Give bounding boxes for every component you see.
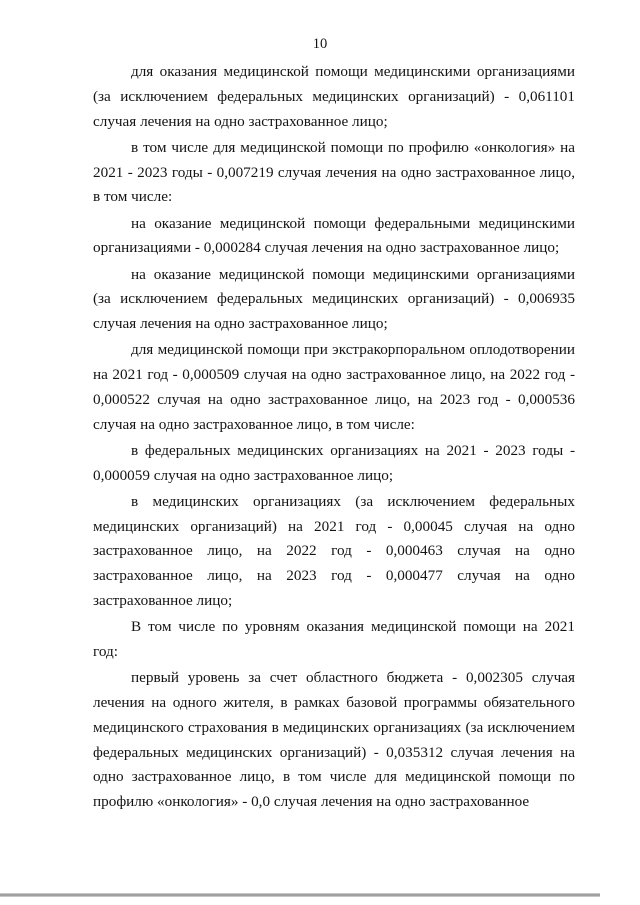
paragraph: первый уровень за счет областного бюджета - 0,002305 случая лечения на одного жителя, в рамках базовой программы обязательного медицинского страхования в медицинских организациях (за исключением федеральных медицинских организаций) - 0,035312 случая лечения на одно застрахованное лицо, в том числе для медицинской помощи по профилю «онкология» - 0,0 случая лечения на одно застрахованное (93, 669, 575, 811)
paragraph: В том числе по уровням оказания медицинской помощи на 2021 год: (93, 618, 575, 661)
paragraph: на оказание медицинской помощи медицинскими организациями (за исключением федеральных медицинских организаций) - 0,006935 случая лечения на одно застрахованное лицо; (93, 265, 575, 333)
paragraph: в медицинских организациях (за исключением федеральных медицинских организаций) на 2021 год - 0,00045 случая на одно застрахованное лицо, на 2022 год - 0,000463 случая на одно застрахованное лицо, на 2023 год - 0,000477 случая на одно застрахованное лицо; (93, 492, 575, 610)
scan-bottom-edge (0, 893, 600, 897)
paragraph: на оказание медицинской помощи федеральными медицинскими организациями - 0,000284 случая лечения на одно застрахованное лицо; (93, 214, 575, 257)
paragraph: в федеральных медицинских организациях на 2021 - 2023 годы - 0,000059 случая на одно застрахованное лицо; (93, 441, 575, 484)
document-body (93, 60, 575, 816)
paragraph: для медицинской помощи при экстракорпоральном оплодотворении на 2021 год - 0,000509 случая на одно застрахованное лицо, на 2022 год - 0,000522 случая на одно застрахованное лицо, на 2023 год - 0,000536 случая на одно застрахованное лицо, в том числе: (93, 341, 575, 433)
page-number: 10 (312, 36, 328, 52)
paragraph: для оказания медицинской помощи медицинскими организациями (за исключением федеральных медицинских организаций) - 0,061101 случая лечения на одно застрахованное лицо; (93, 63, 575, 130)
paragraph: в том числе для медицинской помощи по профилю «онкология» на 2021 - 2023 годы - 0,007219 случая лечения на одно застрахованное лицо, в том числе: (93, 138, 575, 206)
